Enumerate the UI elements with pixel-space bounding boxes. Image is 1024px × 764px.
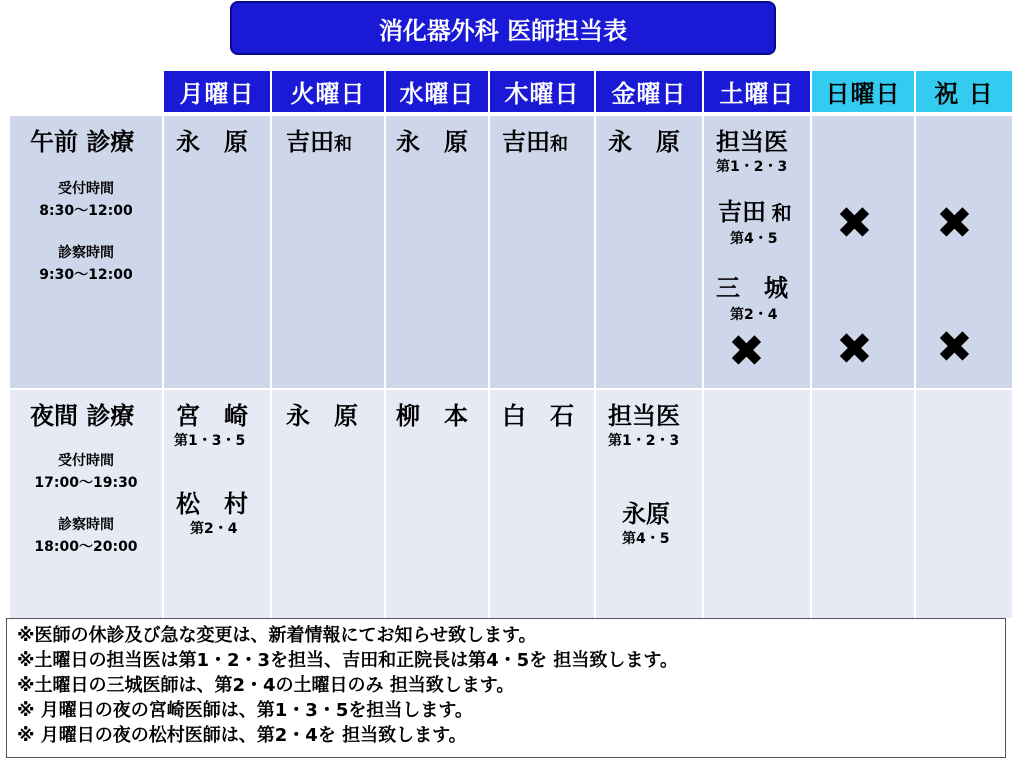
am-monday-doctor: 永 原 xyxy=(176,128,248,156)
header-saturday: 土曜日 xyxy=(704,71,810,112)
closed-mark-icon: ✖ xyxy=(936,198,973,249)
pm-holiday-cell xyxy=(916,390,1012,618)
pm-tuesday-cell xyxy=(272,390,384,618)
am-reception-time: 8:30〜12:00 xyxy=(39,203,133,219)
note-item: ※土曜日の担当医は第1・2・3を担当、吉田和正院長は第4・5を 担当致します。 xyxy=(17,650,678,671)
am-tuesday-cell xyxy=(272,116,384,388)
pm-thursday-cell xyxy=(490,390,594,618)
pm-wednesday-cell xyxy=(386,390,488,618)
page-title: 消化器外科 医師担当表 xyxy=(230,1,776,55)
pm-monday-cell xyxy=(164,390,270,618)
am-label-cell xyxy=(10,116,162,388)
am-reception-label: 受付時間 xyxy=(58,181,114,197)
am-friday-cell xyxy=(596,116,702,388)
am-label: 午前 診療 xyxy=(30,128,135,156)
pm-wednesday-doctor: 柳 本 xyxy=(396,402,468,430)
pm-friday-doctor-2: 永原 xyxy=(622,500,670,528)
am-consult-time: 9:30〜12:00 xyxy=(39,267,133,283)
am-thursday-doctor: 吉田和 xyxy=(502,128,568,156)
header-friday: 金曜日 xyxy=(596,71,702,112)
closed-mark-icon: ✖ xyxy=(836,198,873,249)
note-item: ※土曜日の三城医師は、第2・4の土曜日のみ 担当致します。 xyxy=(17,675,515,696)
header-wednesday: 水曜日 xyxy=(386,71,488,112)
note-item: ※ 月曜日の夜の松村医師は、第2・4を 担当致します。 xyxy=(17,725,467,746)
pm-monday-doctor-2: 松 村 xyxy=(176,490,248,518)
am-wednesday-doctor: 永 原 xyxy=(396,128,468,156)
am-friday-doctor: 永 原 xyxy=(608,128,680,156)
am-saturday-doctor-3: 三 城 xyxy=(716,274,788,302)
pm-friday-cell xyxy=(596,390,702,618)
closed-mark-icon: ✖ xyxy=(936,322,973,373)
pm-consult-time: 18:00〜20:00 xyxy=(34,539,138,555)
am-consult-label: 診察時間 xyxy=(58,245,114,261)
am-saturday-doctor-1: 担当医 xyxy=(716,128,788,156)
closed-mark-icon: ✖ xyxy=(836,324,873,375)
header-sunday: 日曜日 xyxy=(812,71,914,112)
pm-label-cell xyxy=(10,390,162,618)
pm-friday-weeks-1: 第1・2・3 xyxy=(608,433,680,449)
header-holiday: 祝 日 xyxy=(916,71,1012,112)
am-saturday-cell xyxy=(704,116,810,388)
am-saturday-weeks-3: 第2・4 xyxy=(730,307,778,323)
pm-tuesday-doctor: 永 原 xyxy=(286,402,358,430)
am-saturday-weeks-2: 第4・5 xyxy=(730,231,778,247)
pm-reception-label: 受付時間 xyxy=(58,453,114,469)
notes-box xyxy=(6,618,1006,758)
note-item: ※医師の休診及び急な変更は、新着情報にてお知らせ致します。 xyxy=(17,625,537,646)
header-monday: 月曜日 xyxy=(164,71,270,112)
am-wednesday-cell xyxy=(386,116,488,388)
note-item: ※ 月曜日の夜の宮崎医師は、第1・3・5を担当します。 xyxy=(17,700,473,721)
pm-label: 夜間 診療 xyxy=(30,402,135,430)
pm-saturday-cell xyxy=(704,390,810,618)
pm-monday-weeks-2: 第2・4 xyxy=(190,521,238,537)
pm-reception-time: 17:00〜19:30 xyxy=(34,475,138,491)
am-saturday-doctor-2: 吉田 和 xyxy=(718,198,792,226)
am-thursday-cell xyxy=(490,116,594,388)
header-thursday: 木曜日 xyxy=(490,71,594,112)
am-saturday-weeks-1: 第1・2・3 xyxy=(716,159,788,175)
pm-consult-label: 診察時間 xyxy=(58,517,114,533)
pm-friday-weeks-2: 第4・5 xyxy=(622,531,670,547)
am-sunday-cell xyxy=(812,116,914,388)
header-tuesday: 火曜日 xyxy=(272,71,384,112)
closed-mark-icon: ✖ xyxy=(728,326,765,377)
pm-thursday-doctor: 白 石 xyxy=(502,402,574,430)
am-monday-cell xyxy=(164,116,270,388)
pm-monday-doctor-1: 宮 崎 xyxy=(176,402,248,430)
am-holiday-cell xyxy=(916,116,1012,388)
pm-friday-doctor-1: 担当医 xyxy=(608,402,680,430)
pm-sunday-cell xyxy=(812,390,914,618)
am-tuesday-doctor: 吉田和 xyxy=(286,128,352,156)
pm-monday-weeks-1: 第1・3・5 xyxy=(174,433,246,449)
